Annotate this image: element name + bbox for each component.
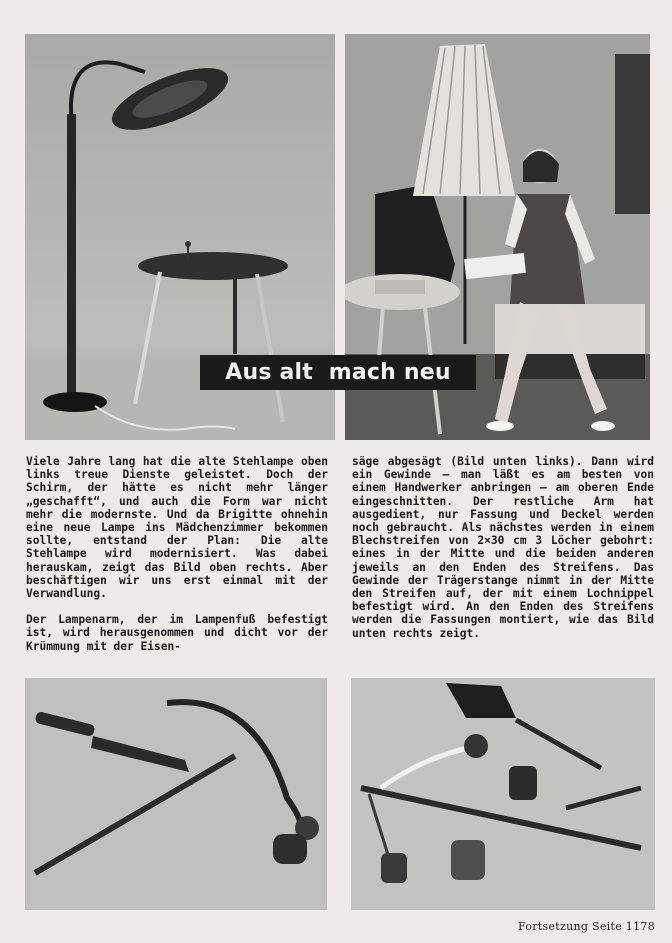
text-column-right: [352, 455, 654, 640]
paragraph: Viele Jahre lang hat die alte Stehlampe oben links treue Dienste geleistet. Doch der Schirm, der hätte es nicht mehr länger „geschafft“, und auch die Form war nicht mehr die modernste. Und da Brigitte ohnehin eine neue Lampe ins Mädchenzimmer bekommen sollte, entstand der Plan: Die alte Stehlampe wird modernisiert. Was dabei herauskam, zeigt das Bild oben rechts. Aber beschäftigen wir uns erst einmal mit der Verwandlung.: [26, 455, 328, 601]
paragraph: säge abgesägt (Bild unten links). Dann wird ein Gewinde — man läßt es am besten von einem Handwerker anbringen — am oberen Ende eingeschnitten. Der restliche Arm hat ausgedient, nur Fassung und Deckel werden noch gebraucht. Als nächstes werden in einem Blechstreifen von 2×30 cm 3 Löcher gebohrt: eines in der Mitte und die beiden anderen jeweils an den Enden des Streifens. Das Gewinde der Trägerstange nimmt in der Mitte den Streifen auf, der mit einem Lochnippel befestigt wird. An den Enden des Streifens werden die Fassungen montiert, wie das Bild unten rechts zeigt.: [352, 455, 654, 640]
article-title-banner: [200, 355, 476, 390]
continuation-note: Fortsetzung Seite 1178: [518, 920, 655, 933]
photo-tools-and-sockets: [351, 678, 655, 910]
paragraph: Der Lampenarm, der im Lampenfuß befestigt ist, wird herausgenommen und dicht vor der Krümmung mit der Eisen-: [26, 613, 328, 653]
photo-lamp-arm-parts: [25, 678, 327, 910]
article-title: Aus alt mach neu: [225, 360, 451, 385]
text-column-left: [26, 455, 328, 653]
